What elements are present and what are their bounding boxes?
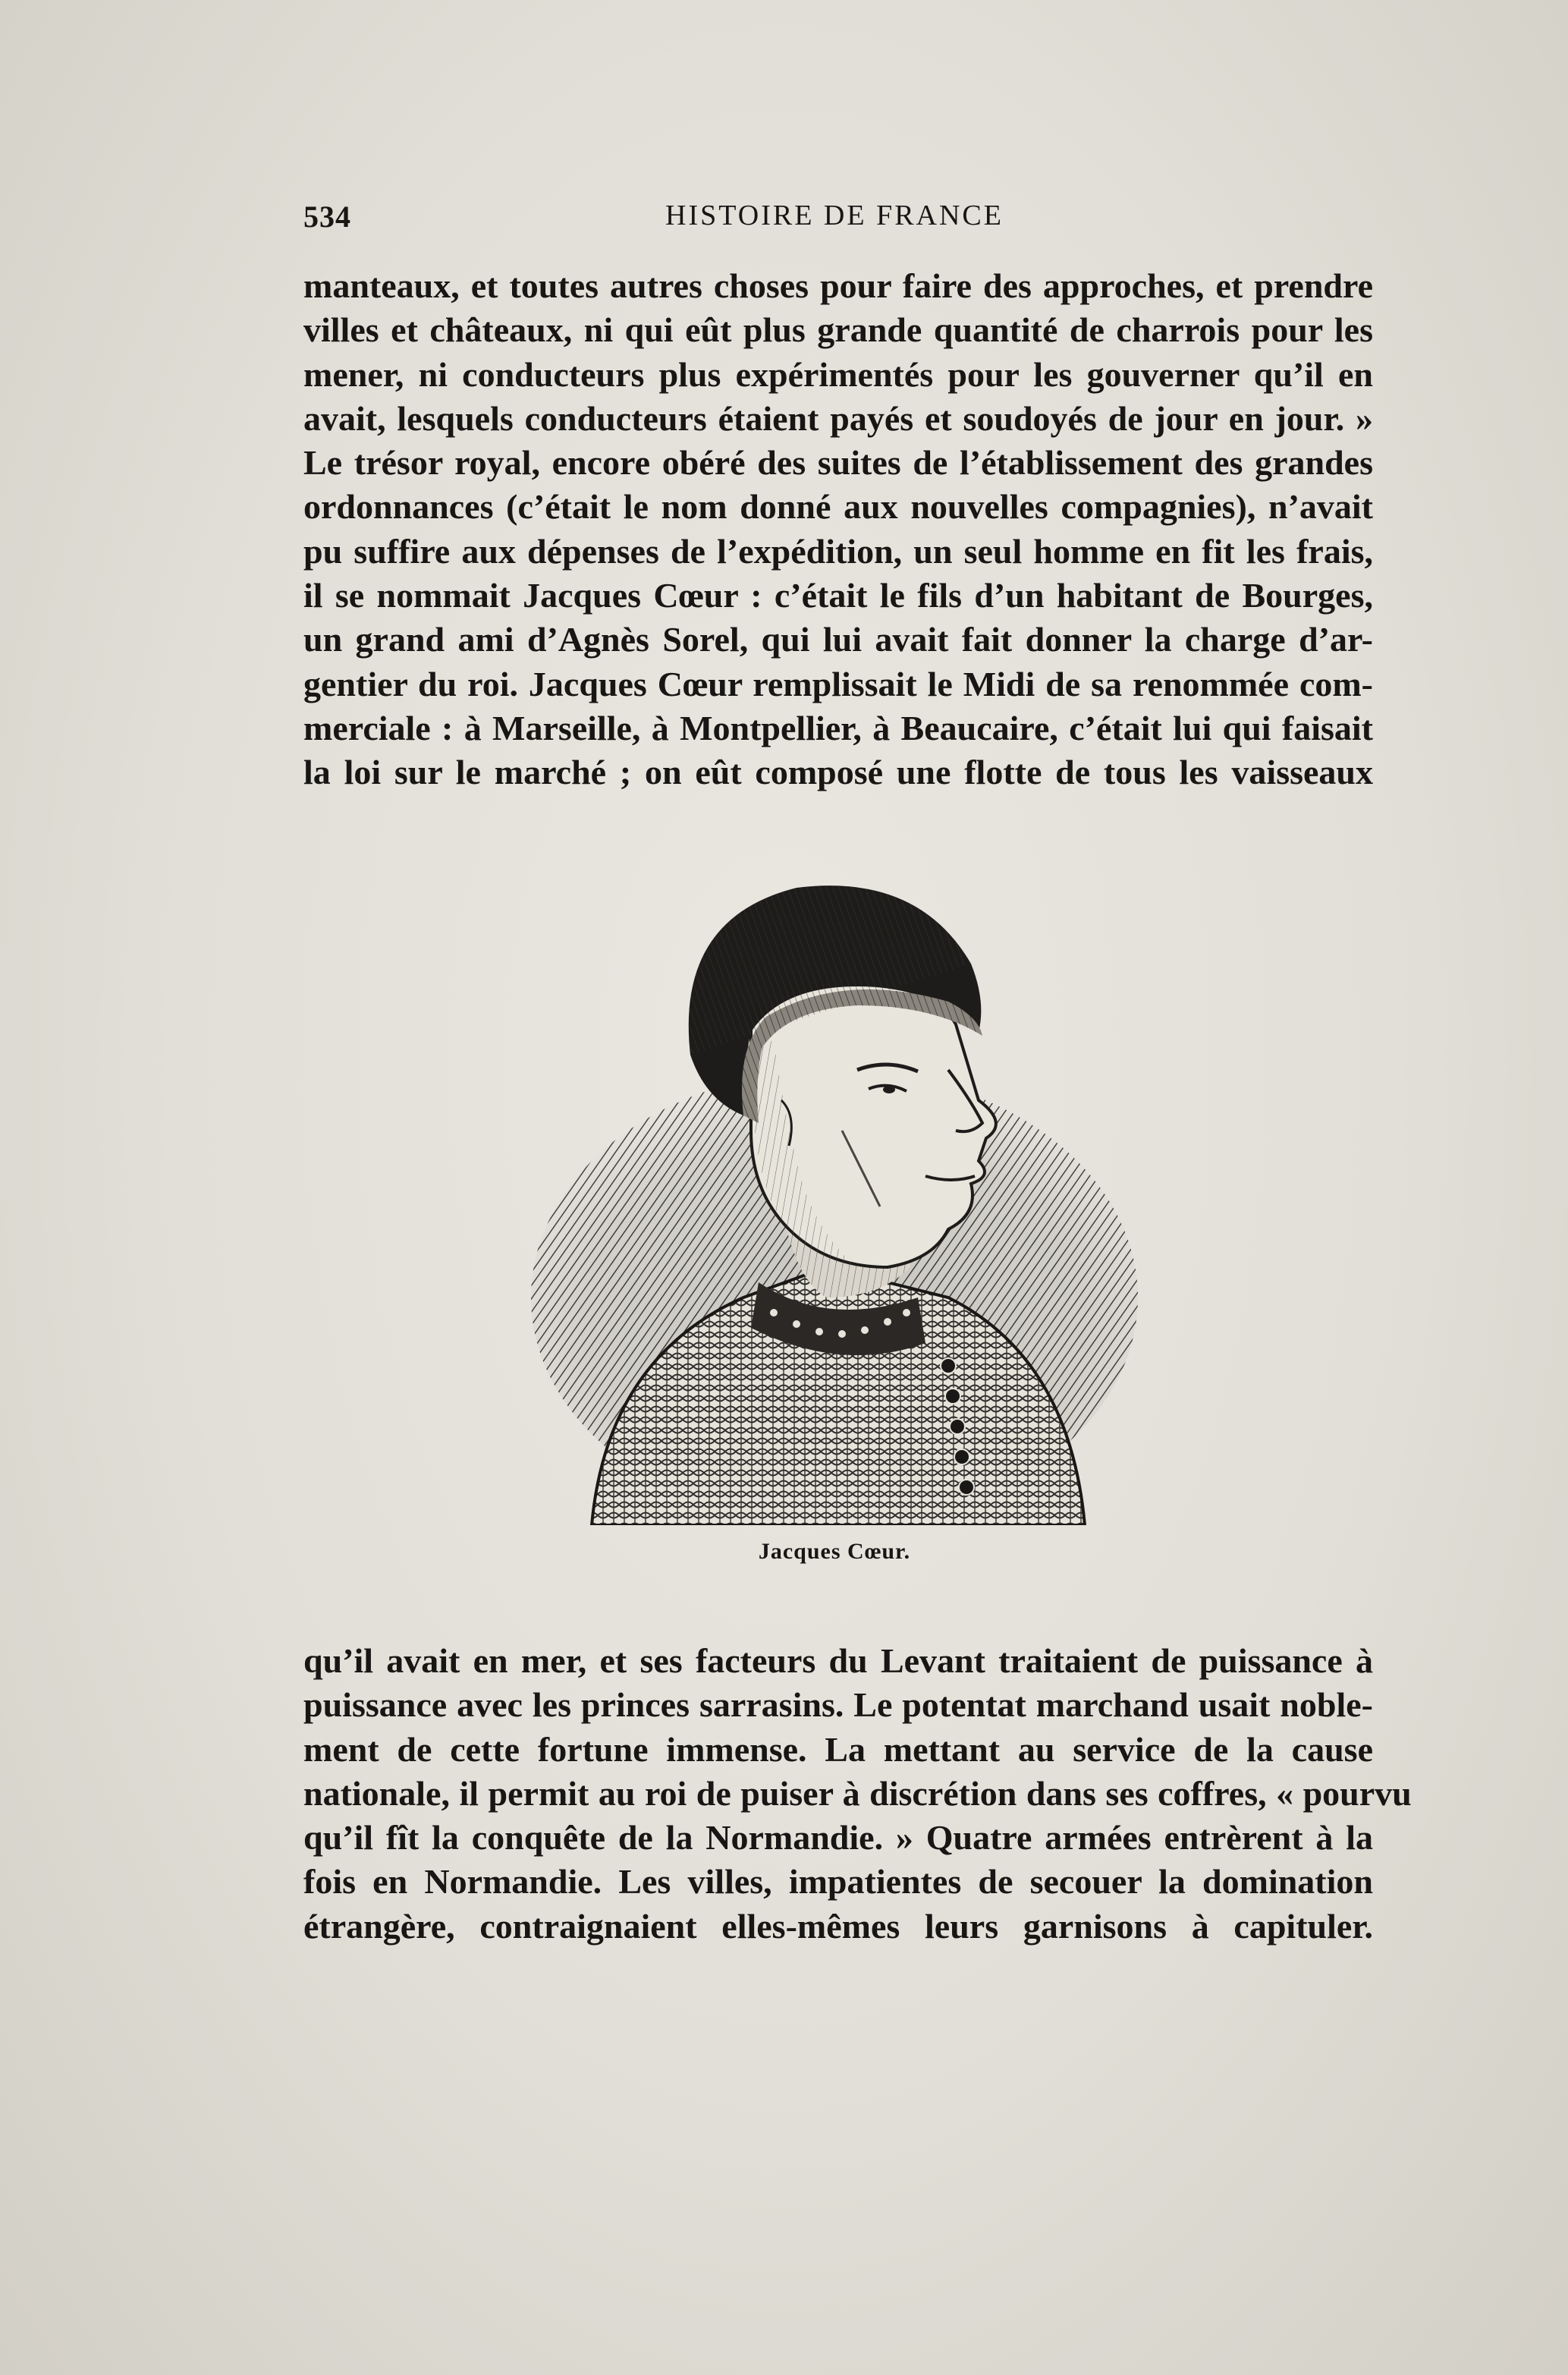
- paragraph-bottom: [303, 1639, 1412, 1949]
- text-line: étrangère, contraignaient elles-mêmes leurs garnisons à capituler.: [303, 1906, 1373, 1946]
- text-line: la loi sur le marché ; on eût composé une flotte de tous les vaisseaux: [303, 753, 1373, 792]
- paragraph-top: [303, 264, 1373, 795]
- text-line: villes et châteaux, ni qui eût plus grande quantité de charrois pour les: [303, 310, 1373, 350]
- text-line: qu’il avait en mer, et ses facteurs du Levant traitaient de puissance à: [303, 1641, 1373, 1680]
- text-line: merciale : à Marseille, à Montpellier, à Beaucaire, c’était lui qui faisait: [303, 708, 1373, 747]
- text-line: manteaux, et toutes autres choses pour faire des approches, et prendre: [303, 266, 1373, 305]
- text-line: fois en Normandie. Les villes, impatientes de secouer la domination: [303, 1862, 1373, 1902]
- page-number: 534: [303, 200, 351, 234]
- text-line: puissance avec les princes sarrasins. Le potentat marchand usait noble-: [303, 1685, 1373, 1725]
- text-line: mener, ni conducteurs plus expérimentés pour les gouverner qu’il en: [303, 354, 1373, 394]
- text-line: un grand ami d’Agnès Sorel, qui lui avait fait donner la charge d’ar-: [303, 620, 1373, 659]
- portrait-engraving: [523, 873, 1145, 1525]
- text-line: nationale, il permit au roi de puiser à discrétion dans ses coffres, « pourvu: [303, 1773, 1412, 1813]
- text-line: il se nommait Jacques Cœur : c’était le fils d’un habitant de Bourges,: [303, 576, 1373, 615]
- text-line: qu’il fît la conquête de la Normandie. » Quatre armées entrèrent à la: [303, 1818, 1373, 1858]
- text-line: Le trésor royal, encore obéré des suites de l’établissement des grandes: [303, 443, 1373, 483]
- page-header: [303, 199, 1381, 244]
- running-title: HISTOIRE DE FRANCE: [665, 200, 1004, 231]
- text-line: pu suffire aux dépenses de l’expédition, un seul homme en fit les frais,: [303, 531, 1373, 571]
- text-line: gentier du roi. Jacques Cœur remplissait le Midi de sa renommée com-: [303, 664, 1373, 703]
- text-line: avait, lesquels conducteurs étaient payés et soudoyés de jour en jour. »: [303, 398, 1373, 438]
- text-line: ment de cette fortune immense. La mettant au service de la cause: [303, 1729, 1373, 1769]
- text-line: ordonnances (c’était le nom donné aux nouvelles compagnies), n’avait: [303, 487, 1373, 527]
- figure-caption: Jacques Cœur.: [758, 1539, 911, 1564]
